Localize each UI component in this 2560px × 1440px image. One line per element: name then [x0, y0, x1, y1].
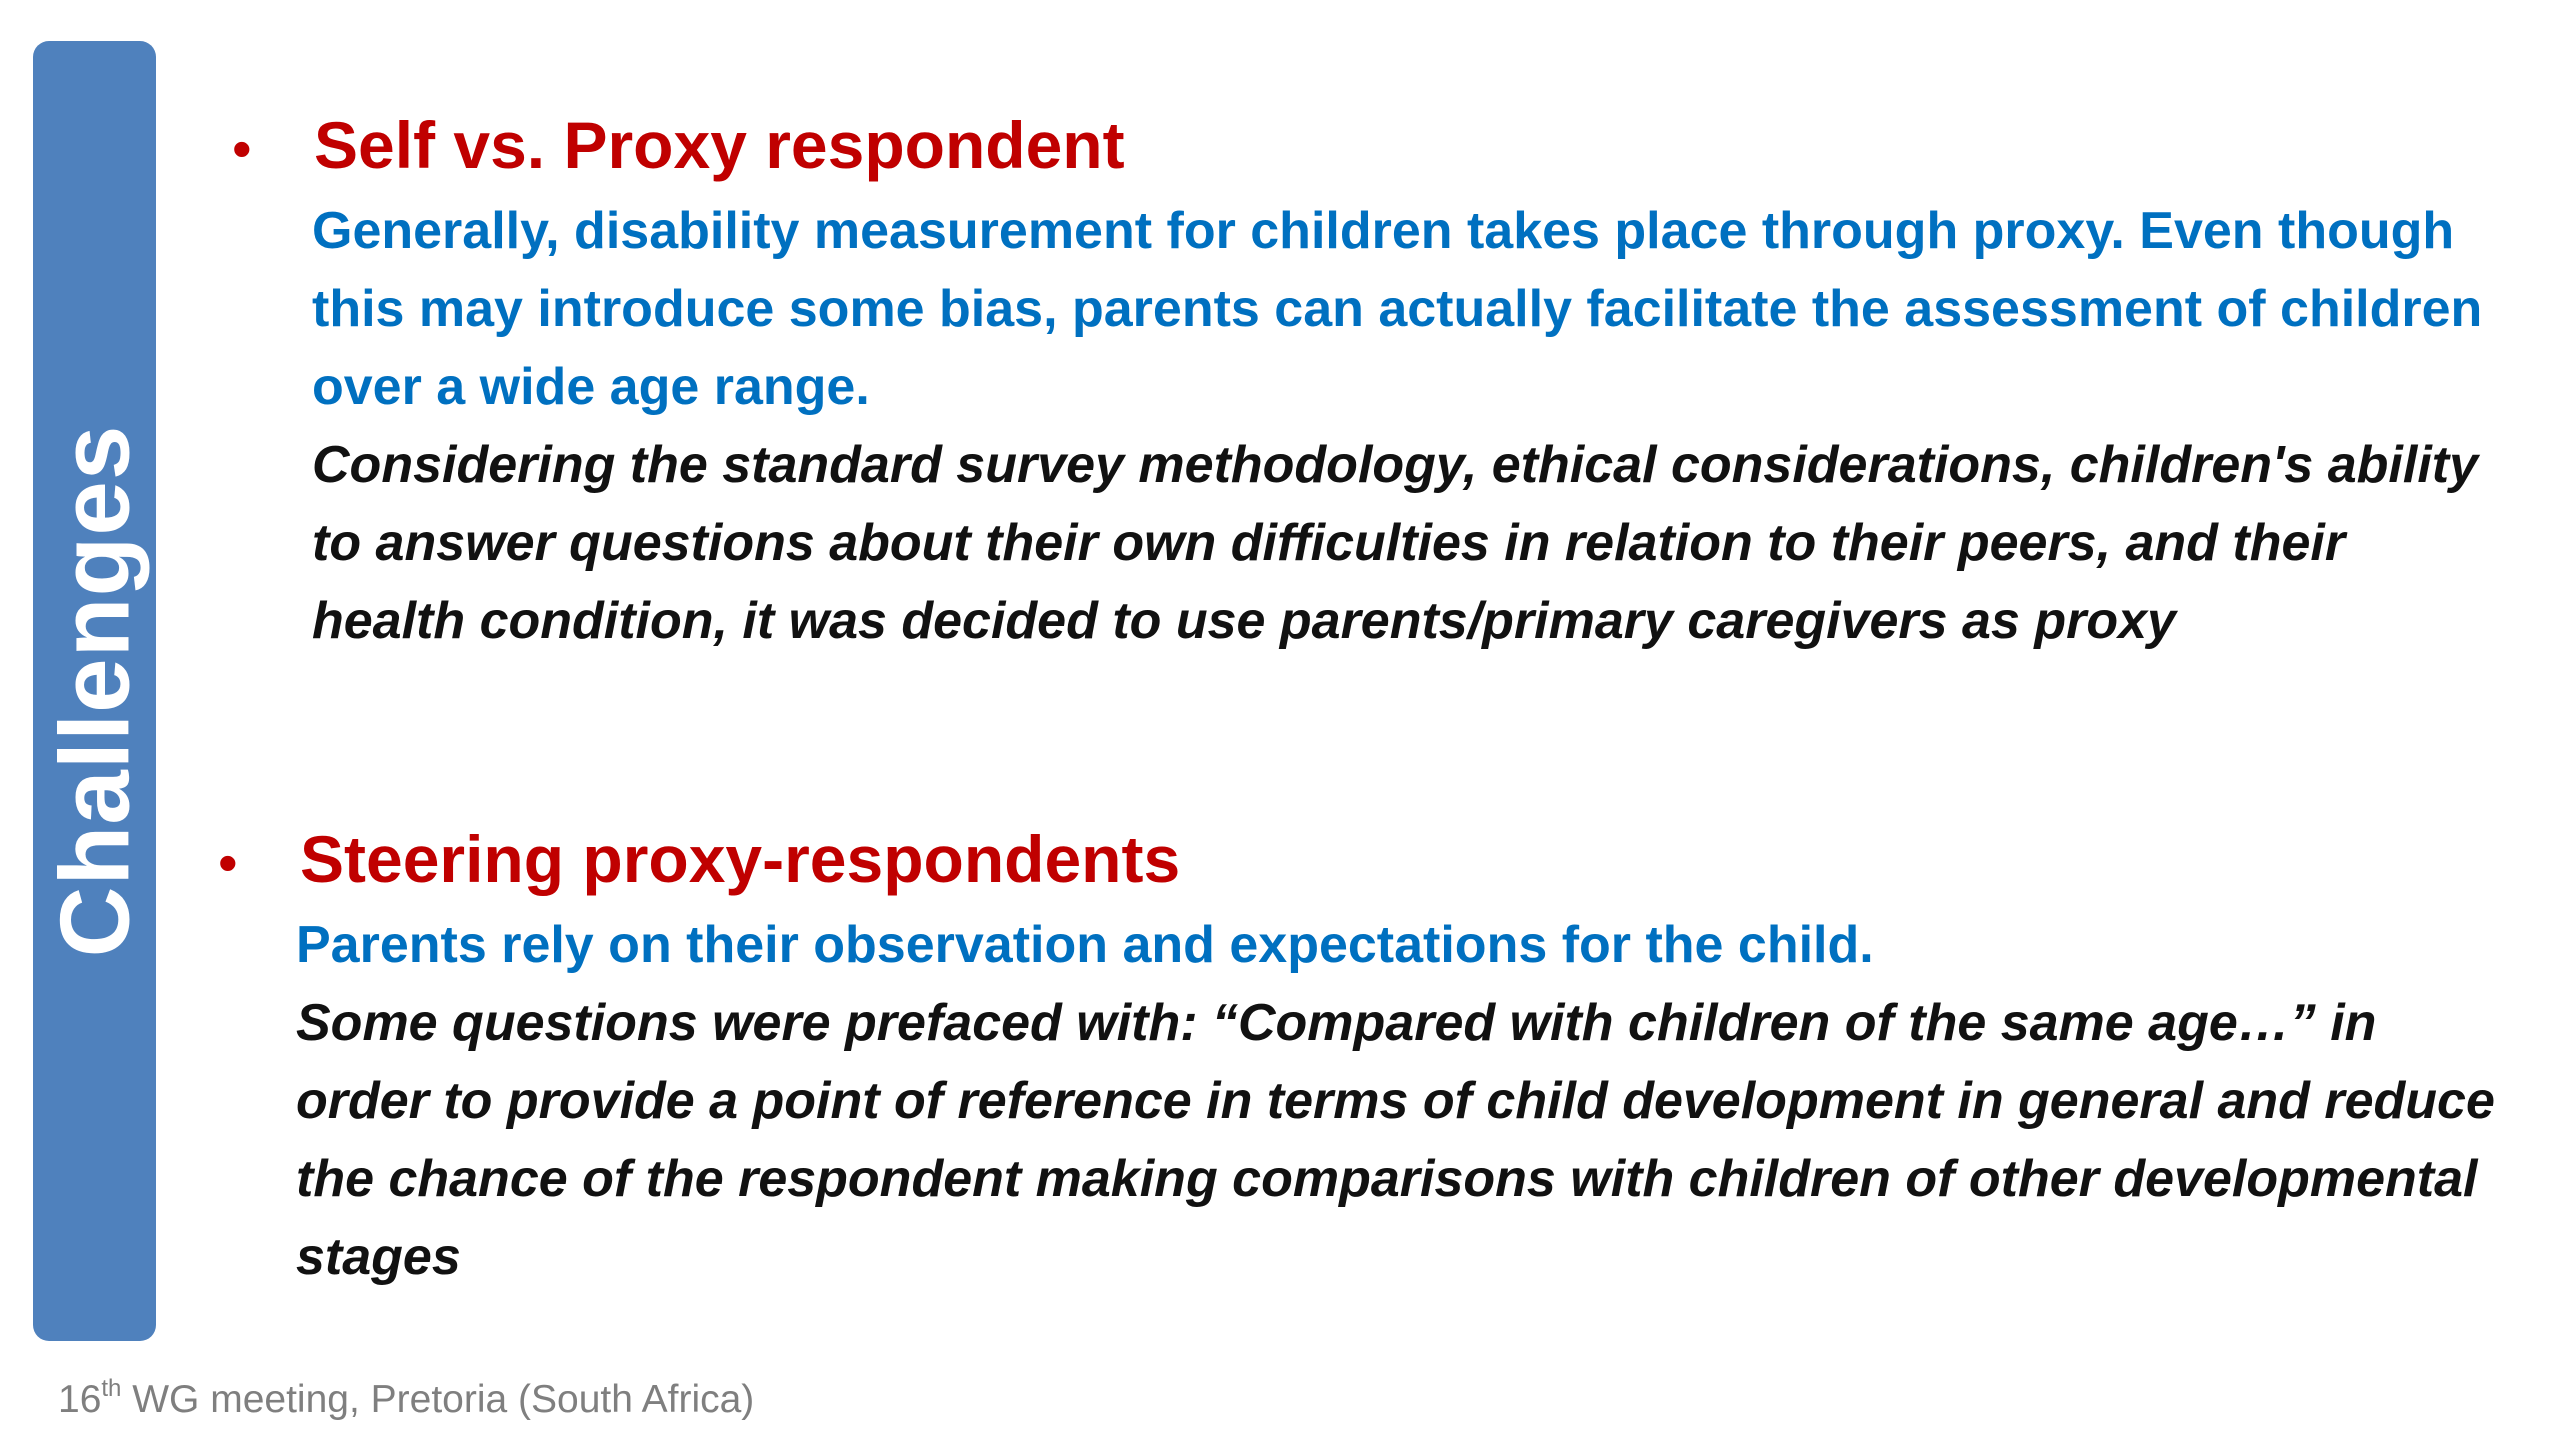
section-1-italic-text: Considering the standard survey methodology, ethical considerations, children's ability to answer questions about their own difficulties in relation to their peers, and their health condition, it was decided to use parents/primary caregivers as proxy [312, 436, 2478, 650]
bullet-icon: • [218, 831, 238, 894]
section-1-blue-text: Generally, disability measurement for children takes place through proxy. Even though this may introduce some bias, parents can actually facilitate the assessment of children over a wide age range. [312, 202, 2483, 416]
section-2-heading: Steering proxy-respondents [300, 822, 1181, 896]
section-1-heading-row [232, 108, 1125, 182]
sidebar-label: Challenges [39, 424, 149, 958]
section-2-italic-text: Some questions were prefaced with: “Compared with children of the same age…” in order to provide a point of reference in terms of child development in general and reduce the chance of the respondent making comparisons with children of other developmental stages [296, 994, 2495, 1286]
footer-number: 16 [58, 1378, 102, 1421]
section-2-blue-text: Parents rely on their observation and expectations for the child. [296, 916, 1874, 974]
section-2-heading-row [218, 822, 1181, 896]
section-1-heading: Self vs. Proxy respondent [314, 108, 1125, 182]
footer-superscript: th [101, 1375, 122, 1402]
sidebar-banner [33, 41, 156, 1341]
footer-text: WG meeting, Pretoria (South Africa) [121, 1378, 755, 1421]
bullet-icon: • [232, 117, 252, 180]
footer-caption [58, 1375, 754, 1422]
